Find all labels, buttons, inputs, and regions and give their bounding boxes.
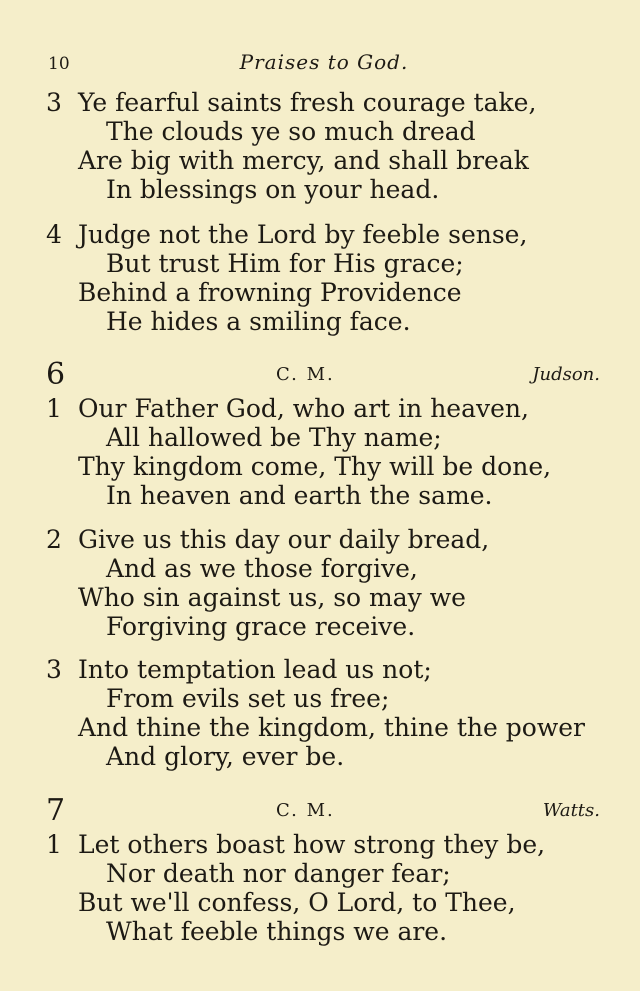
verse-line: Forgiving grace receive. (106, 612, 416, 641)
verse-line: Are big with mercy, and shall break (78, 146, 529, 175)
verse-line: What feeble things we are. (106, 917, 448, 946)
verse-line: Who sin against us, so may we (78, 583, 466, 612)
hymn-tune: Watts. (542, 800, 600, 821)
verse-line: Nor death nor danger fear; (106, 859, 451, 888)
verse-line: Our Father God, who art in heaven, (78, 394, 529, 423)
page-title: Praises to God. (239, 50, 409, 74)
hymn-meter: C. M. (276, 364, 335, 385)
hymn-tune: Judson. (532, 364, 600, 385)
verse-line: And as we those forgive, (106, 554, 418, 583)
verse-line: Give us this day our daily bread, (78, 525, 490, 554)
hymn-number: 7 (46, 793, 66, 828)
verse-line: In heaven and earth the same. (106, 481, 493, 510)
verse-line: Judge not the Lord by feeble sense, (78, 220, 528, 249)
stanza-number: 2 (46, 525, 62, 554)
verse-line: Behind a frowning Providence (78, 278, 462, 307)
verse-line: And thine the kingdom, thine the power (78, 713, 585, 742)
stanza-number: 3 (46, 655, 62, 684)
verse-line: Thy kingdom come, Thy will be done, (78, 452, 552, 481)
hymn-heading (0, 794, 640, 828)
stanza-number: 4 (46, 220, 62, 249)
hymn-number: 6 (46, 357, 66, 392)
hymn-heading (0, 358, 640, 392)
running-head (48, 50, 600, 78)
verse-line: In blessings on your head. (106, 175, 440, 204)
verse-line: Ye fearful saints fresh courage take, (78, 88, 537, 117)
verse-line: All hallowed be Thy name; (106, 423, 442, 452)
page-number: 10 (48, 54, 70, 74)
stanza-number: 3 (46, 88, 62, 117)
verse-line: Let others boast how strong they be, (78, 830, 546, 859)
verse-line: But trust Him for His grace; (106, 249, 464, 278)
verse-line: The clouds ye so much dread (106, 117, 476, 146)
verse-line: He hides a smiling face. (106, 307, 411, 336)
verse-line: From evils set us free; (106, 684, 390, 713)
verse-line: Into temptation lead us not; (78, 655, 432, 684)
stanza-number: 1 (46, 394, 62, 423)
verse-line: And glory, ever be. (106, 742, 345, 771)
stanza-number: 1 (46, 830, 62, 859)
hymn-meter: C. M. (276, 800, 335, 821)
verse-line: But we'll confess, O Lord, to Thee, (78, 888, 516, 917)
